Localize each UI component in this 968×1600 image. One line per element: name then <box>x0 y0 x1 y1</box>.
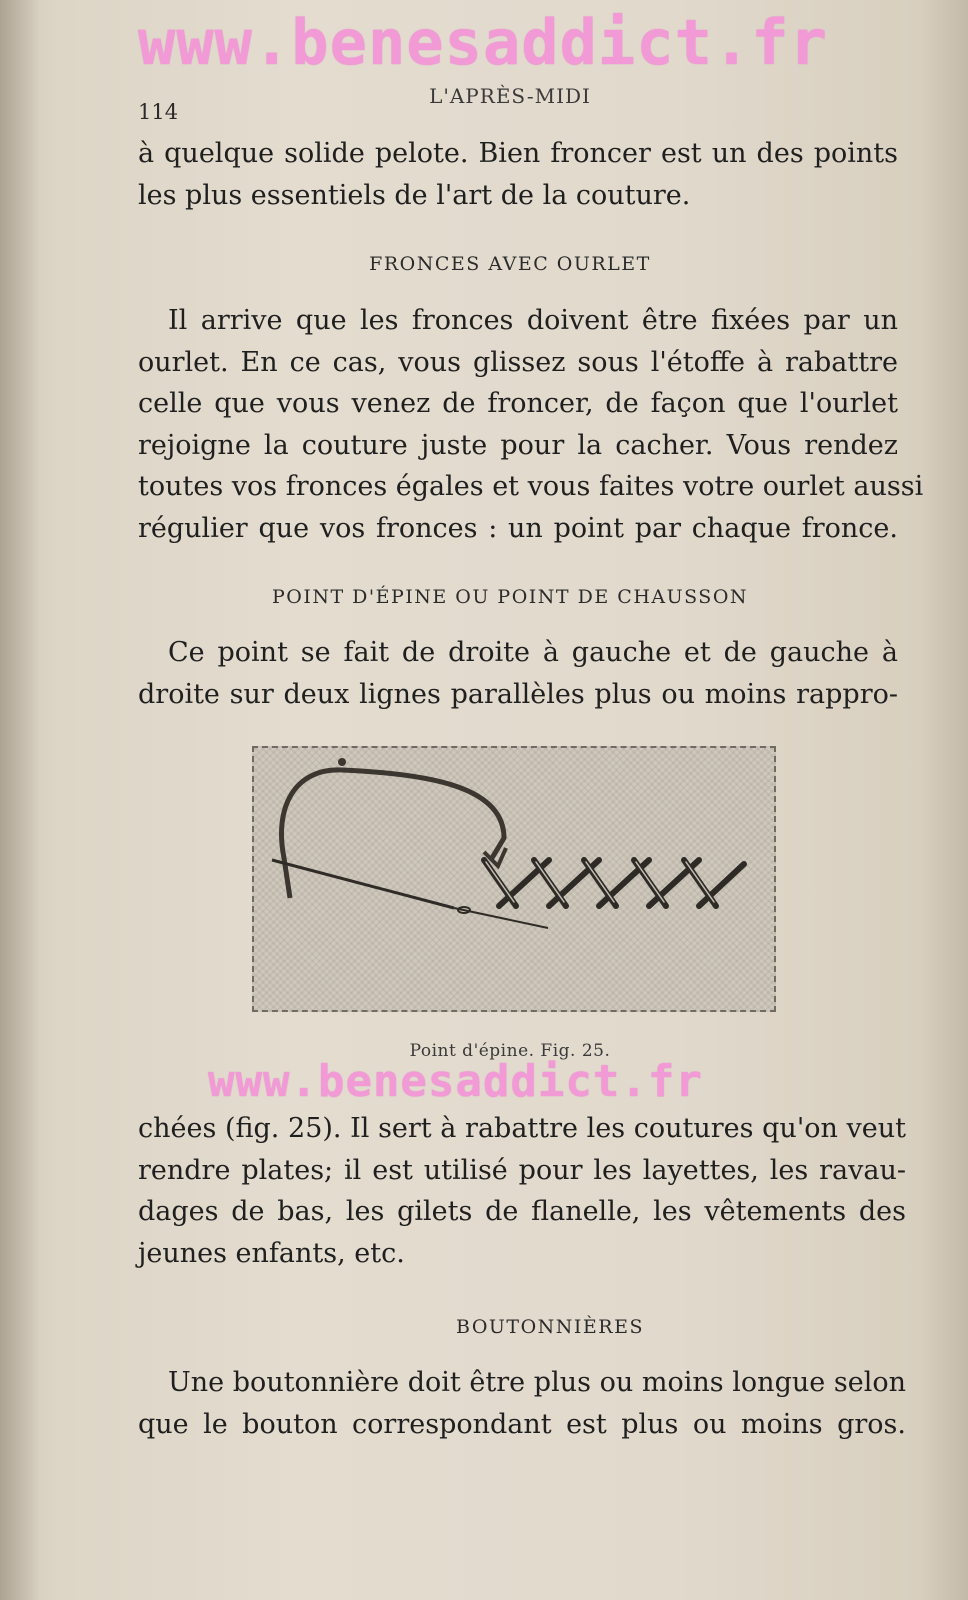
text-line: Il arrive que les fronces doivent être fixées par un <box>168 305 898 336</box>
figure-caption: Point d'épine. Fig. 25. <box>409 1041 611 1061</box>
running-head: L'APRÈS-MIDI <box>429 84 591 108</box>
text-line: dages de bas, les gilets de flanelle, les vêtements des <box>138 1196 906 1227</box>
needle-tip <box>454 908 548 928</box>
text-line: droite sur deux lignes parallèles plus ou moins rappro- <box>138 678 898 710</box>
text-line: ourlet. En ce cas, vous glissez sous l'étoffe à rabattre <box>138 346 898 378</box>
text-line: chées (fig. 25). Il sert à rabattre les coutures qu'on veut <box>138 1113 906 1144</box>
text-line: celle que vous venez de froncer, de façon que l'ourlet <box>138 388 898 419</box>
paragraph-5 <box>138 1362 906 1445</box>
text-line: régulier que vos fronces : un point par chaque fronce. <box>138 512 898 544</box>
herringbone-stitch-drawing <box>254 748 774 1010</box>
section-heading-point-epine: POINT D'ÉPINE OU POINT DE CHAUSSON <box>271 586 749 608</box>
thread-loop-left <box>281 770 342 898</box>
stitch-illustration <box>252 746 776 1012</box>
text-line: les plus essentiels de l'art de la couture. <box>138 179 691 211</box>
paragraph-4 <box>138 1108 906 1274</box>
watermark-middle: www.benesaddict.fr <box>208 1056 703 1107</box>
text-line: à quelque solide pelote. Bien froncer est un des points <box>138 138 898 169</box>
paragraph-1 <box>138 133 898 216</box>
text-line: jeunes enfants, etc. <box>138 1237 405 1269</box>
herringbone-stitches <box>484 860 744 906</box>
thread-knot <box>338 758 346 766</box>
text-line: rejoigne la couture juste pour la cacher. Vous rendez <box>138 429 898 461</box>
text-line: Ce point se fait de droite à gauche et de gauche à <box>168 637 898 668</box>
page-number: 114 <box>138 100 179 124</box>
thread-loop-right <box>342 770 504 858</box>
paragraph-2 <box>138 300 924 549</box>
text-line: toutes vos fronces égales et vous faites votre ourlet aussi <box>138 471 924 502</box>
watermark-top: www.benesaddict.fr <box>138 6 828 79</box>
section-heading-boutonnieres: BOUTONNIÈRES <box>456 1316 644 1338</box>
needle-shaft <box>272 860 454 908</box>
section-heading-fronces: FRONCES AVEC OURLET <box>369 253 651 275</box>
text-line: rendre plates; il est utilisé pour les layettes, les ravau- <box>138 1154 906 1186</box>
text-line: que le bouton correspondant est plus ou moins gros. <box>138 1408 906 1440</box>
text-line: Une boutonnière doit être plus ou moins longue selon <box>168 1367 906 1398</box>
paragraph-3 <box>138 632 898 715</box>
